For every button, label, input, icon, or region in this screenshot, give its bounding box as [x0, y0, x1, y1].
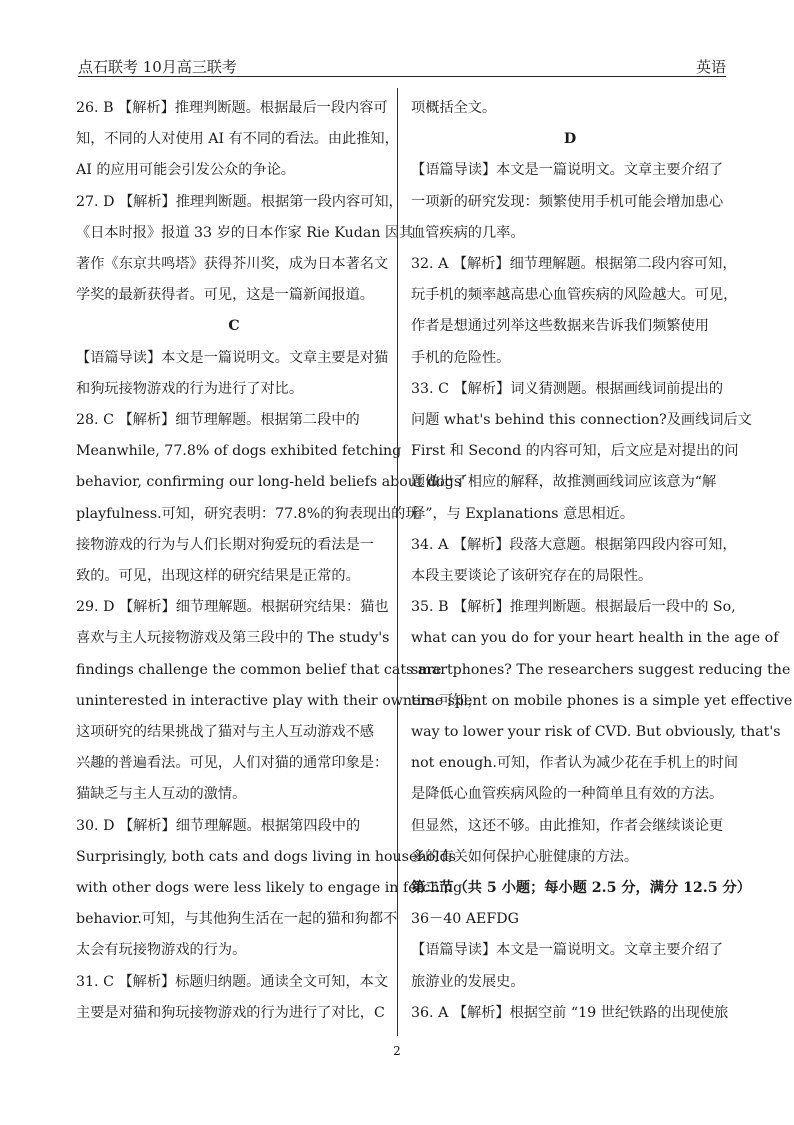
text-line: 玩手机的频率越高患心血管疾病的风险越大。可见， [411, 287, 738, 304]
text-line: 33. C 【解析】词义猜测题。根据画线词前提出的 [411, 380, 724, 397]
text-line: 血管疾病的几率。 [411, 224, 525, 241]
text-line: what can you do for your heart health in the age of [411, 630, 779, 647]
text-line: 题做出了相应的解释，故推测画线词应该意为“解 [411, 474, 717, 491]
text-line: 《日本时报》报道 33 岁的日本作家 Rie Kudan 因其 [76, 224, 414, 241]
text-line: with other dogs were less likely to engage in fetching [76, 880, 463, 897]
text-line: 这项研究的结果挑战了猫对与主人互动游戏不感 [76, 724, 374, 741]
text-line: playfulness.可知，研究表明：77.8%的狗表现出的玩 [76, 505, 420, 522]
text-line: 28. C 【解析】细节理解题。根据第二段中的 [76, 412, 360, 429]
header-subject: 英语 [695, 58, 726, 76]
text-line: 26. B 【解析】推理判断题。根据最后一段内容可 [76, 100, 388, 116]
text-line: 太会有玩接物游戏的行为。 [76, 942, 247, 959]
text-line: time spent on mobile phones is a simple yet effective [411, 692, 793, 709]
text-line: 著作《东京共鸣塔》获得芥川奖，成为日本著名文 [76, 256, 389, 273]
text-line: 问题 what's behind this connection?及画线词后文 [411, 412, 752, 429]
text-line: 32. A 【解析】细节理解题。根据第二段内容可知， [411, 256, 737, 273]
header-rule [78, 76, 726, 77]
text-line: 和狗玩接物游戏的行为进行了对比。 [76, 380, 304, 397]
section-heading: D [563, 131, 577, 148]
text-line: 主要是对猫和狗玩接物游戏的行为进行了对比，C [76, 1004, 385, 1021]
text-line: 知，不同的人对使用 AI 有不同的看法。由此推知， [76, 131, 399, 148]
text-line: 36. A 【解析】根据空前 “19 世纪铁路的出现使旅 [411, 1004, 729, 1021]
text-line: 致的。可见，出现这样的研究结果是正常的。 [76, 568, 360, 585]
text-line: Meanwhile, 77.8% of dogs exhibited fetching [76, 443, 402, 460]
text-line: 一项新的研究发现：频繁使用手机可能会增加患心 [411, 193, 724, 210]
text-line: 喜欢与主人玩接物游戏及第三段中的 The study's [76, 630, 390, 647]
text-line: behavior.可知，与其他狗生活在一起的猫和狗都不 [76, 911, 398, 928]
text-line: 接物游戏的行为与人们长期对狗爱玩的看法是一 [76, 536, 374, 553]
text-line: First 和 Second 的内容可知，后文应是对提出的问 [411, 443, 739, 460]
text-line: 多的有关如何保护心脏健康的方法。 [411, 848, 639, 865]
text-line: 31. C 【解析】标题归纳题。通读全文可知，本文 [76, 973, 389, 990]
text-line: way to lower your risk of CVD. But obviously, that's [411, 724, 781, 741]
text-line: 兴趣的普遍看法。可见，人们对猫的通常印象是： [76, 755, 389, 772]
text-line: 本段主要谈论了该研究存在的局限性。 [411, 568, 653, 585]
text-line: AI 的应用可能会引发公众的争论。 [76, 162, 295, 179]
text-line: 30. D 【解析】细节理解题。根据第四段中的 [76, 817, 361, 834]
text-line: 【语篇导读】本文是一篇说明文。文章主要介绍了 [411, 162, 724, 179]
text-line: 作者是想通过列举这些数据来告诉我们频繁使用 [411, 318, 709, 335]
text-line: 是降低心血管疾病风险的一种简单且有效的方法。 [411, 786, 724, 803]
text-line: 27. D 【解析】推理判断题。根据第一段内容可知， [76, 193, 403, 210]
page-number: 2 [393, 1044, 401, 1058]
column-divider [397, 88, 398, 1036]
header-exam-title: 点石联考 10月高三联考 [78, 58, 237, 76]
text-line: 36－40 AEFDG [411, 911, 519, 928]
text-line: 项概括全文。 [411, 100, 497, 116]
text-line: findings challenge the common belief that cats are [76, 661, 442, 678]
text-line: 但显然，这还不够。由此推知，作者会继续谈论更 [411, 817, 724, 834]
text-line: behavior, confirming our long-held beliefs about dogs' [76, 474, 466, 491]
text-line: 旅游业的发展史。 [411, 973, 525, 990]
text-line: 【语篇导读】本文是一篇说明文。文章主要介绍了 [411, 942, 724, 959]
text-line: 学奖的最新获得者。可见，这是一篇新闻报道。 [76, 287, 374, 304]
text-line: 29. D 【解析】细节理解题。根据研究结果：猫也 [76, 599, 389, 616]
page-header [78, 50, 726, 80]
text-line: not enough.可知，作者认为减少花在手机上的时间 [411, 755, 739, 772]
section-heading: C [228, 318, 240, 335]
text-line: 第二节（共 5 小题；每小题 2.5 分，满分 12.5 分） [411, 880, 751, 897]
text-line: uninterested in interactive play with their owners.可知， [76, 692, 482, 709]
text-line: 【语篇导读】本文是一篇说明文。文章主要是对猫 [76, 349, 389, 366]
text-line: 34. A 【解析】段落大意题。根据第四段内容可知， [411, 536, 737, 553]
text-line: 35. B 【解析】推理判断题。根据最后一段中的 So, [411, 599, 736, 616]
text-line: smartphones? The researchers suggest reducing the [411, 661, 791, 678]
text-line: Surprisingly, both cats and dogs living in households [76, 848, 456, 865]
text-line: 猫缺乏与主人互动的激情。 [76, 786, 247, 803]
text-line: 手机的危险性。 [411, 349, 511, 366]
right-column [411, 93, 793, 1029]
text-line: 释”，与 Explanations 意思相近。 [411, 505, 635, 522]
